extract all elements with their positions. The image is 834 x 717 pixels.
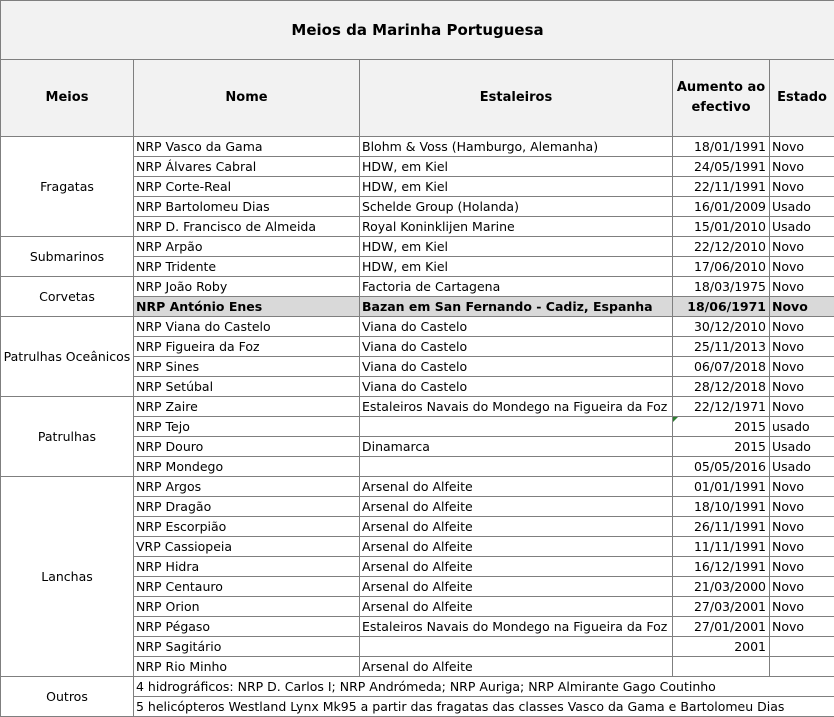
cell-estado[interactable]: Novo (770, 357, 834, 377)
cell-nome[interactable]: NRP Dragão (134, 497, 360, 517)
cell-estado[interactable]: Novo (770, 237, 834, 257)
cell-aumento[interactable]: 30/12/2010 (673, 317, 770, 337)
cell-estado[interactable]: Novo (770, 297, 834, 317)
cell-nome[interactable]: NRP João Roby (134, 277, 360, 297)
cell-aumento[interactable]: 22/12/2010 (673, 237, 770, 257)
cell-estaleiro[interactable]: Viana do Castelo (360, 337, 673, 357)
cell-estaleiro[interactable]: Viana do Castelo (360, 357, 673, 377)
cell-nome[interactable]: NRP Pégaso (134, 617, 360, 637)
cell-estado[interactable]: Usado (770, 457, 834, 477)
cell-estaleiro[interactable]: Dinamarca (360, 437, 673, 457)
cell-estaleiro[interactable]: Viana do Castelo (360, 377, 673, 397)
cell-estaleiro[interactable]: Factoria de Cartagena (360, 277, 673, 297)
cell-estado[interactable]: Novo (770, 517, 834, 537)
cell-aumento[interactable]: 27/01/2001 (673, 617, 770, 637)
cell-estado[interactable]: Novo (770, 277, 834, 297)
cell-estado[interactable]: Novo (770, 477, 834, 497)
table-row (1, 477, 834, 497)
cell-estado[interactable]: usado (770, 417, 834, 437)
cell-aumento[interactable] (673, 657, 770, 677)
cell-estado[interactable]: Usado (770, 217, 834, 237)
cell-nome[interactable]: NRP Orion (134, 597, 360, 617)
header-estado: Estado (770, 60, 834, 137)
cell-estaleiro[interactable]: HDW, em Kiel (360, 157, 673, 177)
cell-estado[interactable]: Novo (770, 537, 834, 557)
table-row (1, 677, 834, 697)
cell-nome[interactable]: NRP Figueira da Foz (134, 337, 360, 357)
cell-aumento[interactable]: 11/11/1991 (673, 537, 770, 557)
cell-nome[interactable]: NRP Setúbal (134, 377, 360, 397)
cell-estado[interactable]: Novo (770, 557, 834, 577)
cell-estado[interactable]: Novo (770, 137, 834, 157)
cell-estado[interactable] (770, 637, 834, 657)
cell-estado[interactable]: Novo (770, 397, 834, 417)
cell-aumento[interactable]: 18/10/1991 (673, 497, 770, 517)
cell-nome[interactable]: NRP Arpão (134, 237, 360, 257)
cell-estaleiro[interactable]: Arsenal do Alfeite (360, 497, 673, 517)
cell-aumento[interactable]: 21/03/2000 (673, 577, 770, 597)
cell-nome[interactable]: NRP Mondego (134, 457, 360, 477)
cell-aumento[interactable]: 25/11/2013 (673, 337, 770, 357)
header-nome: Nome (134, 60, 360, 137)
group-label: Outros (1, 677, 134, 717)
cell-aumento[interactable]: 06/07/2018 (673, 357, 770, 377)
cell-nome[interactable]: NRP D. Francisco de Almeida (134, 217, 360, 237)
cell-nome[interactable]: NRP Corte-Real (134, 177, 360, 197)
cell-aumento[interactable]: 27/03/2001 (673, 597, 770, 617)
cell-estado[interactable]: Novo (770, 317, 834, 337)
cell-aumento[interactable]: 24/05/1991 (673, 157, 770, 177)
table-row (1, 317, 834, 337)
cell-nome[interactable]: NRP Hidra (134, 557, 360, 577)
cell-estaleiro[interactable]: Royal Koninklijen Marine (360, 217, 673, 237)
cell-aumento[interactable]: 16/12/1991 (673, 557, 770, 577)
group-label: Patrulhas Oceânicos (1, 317, 134, 397)
outros-line[interactable]: 5 helicópteros Westland Lynx Mk95 a partir das fragatas das classes Vasco da Gama e Bartolomeu Dias (134, 697, 834, 717)
cell-aumento[interactable]: 16/01/2009 (673, 197, 770, 217)
cell-aumento[interactable]: 22/11/1991 (673, 177, 770, 197)
cell-estado[interactable]: Novo (770, 257, 834, 277)
cell-nome[interactable]: NRP Tejo (134, 417, 360, 437)
cell-aumento[interactable]: 18/03/1975 (673, 277, 770, 297)
cell-estado[interactable]: Novo (770, 157, 834, 177)
outros-line[interactable]: 4 hidrográficos: NRP D. Carlos I; NRP Andrómeda; NRP Auriga; NRP Almirante Gago Coutinho (134, 677, 834, 697)
group-label: Fragatas (1, 137, 134, 237)
cell-aumento[interactable]: 2015 (673, 437, 770, 457)
cell-estaleiro[interactable]: Blohm & Voss (Hamburgo, Alemanha) (360, 137, 673, 157)
header-meios: Meios (1, 60, 134, 137)
cell-aumento[interactable]: 26/11/1991 (673, 517, 770, 537)
cell-estado[interactable] (770, 657, 834, 677)
cell-estado[interactable]: Usado (770, 197, 834, 217)
header-estaleiros: Estaleiros (360, 60, 673, 137)
cell-aumento[interactable]: 2001 (673, 637, 770, 657)
group-label: Patrulhas (1, 397, 134, 477)
cell-estaleiro[interactable]: Bazan em San Fernando - Cadiz, Espanha (360, 297, 673, 317)
cell-nome[interactable]: NRP Douro (134, 437, 360, 457)
cell-nome[interactable]: NRP Bartolomeu Dias (134, 197, 360, 217)
cell-estaleiro[interactable]: Arsenal do Alfeite (360, 537, 673, 557)
cell-nome[interactable]: NRP Álvares Cabral (134, 157, 360, 177)
cell-estado[interactable]: Novo (770, 617, 834, 637)
cell-nome[interactable]: NRP Argos (134, 477, 360, 497)
cell-estaleiro[interactable] (360, 457, 673, 477)
cell-aumento[interactable]: 18/06/1971 (673, 297, 770, 317)
cell-nome[interactable]: NRP Vasco da Gama (134, 137, 360, 157)
cell-estaleiro[interactable]: HDW, em Kiel (360, 257, 673, 277)
cell-nome[interactable]: VRP Cassiopeia (134, 537, 360, 557)
cell-nome[interactable]: NRP António Enes (134, 297, 360, 317)
cell-nome[interactable]: NRP Centauro (134, 577, 360, 597)
cell-aumento[interactable]: 01/01/1991 (673, 477, 770, 497)
group-label: Lanchas (1, 477, 134, 677)
cell-nome[interactable]: NRP Viana do Castelo (134, 317, 360, 337)
cell-aumento[interactable]: 28/12/2018 (673, 377, 770, 397)
cell-estaleiro[interactable]: Arsenal do Alfeite (360, 517, 673, 537)
cell-estado[interactable]: Novo (770, 577, 834, 597)
cell-estaleiro[interactable]: Estaleiros Navais do Mondego na Figueira da Foz (360, 617, 673, 637)
cell-estaleiro[interactable]: HDW, em Kiel (360, 177, 673, 197)
cell-estaleiro[interactable]: Arsenal do Alfeite (360, 597, 673, 617)
group-label: Submarinos (1, 237, 134, 277)
cell-estado[interactable]: Novo (770, 497, 834, 517)
cell-aumento[interactable]: 05/05/2016 (673, 457, 770, 477)
cell-aumento[interactable]: 17/06/2010 (673, 257, 770, 277)
cell-estaleiro[interactable] (360, 417, 673, 437)
cell-estado[interactable]: Usado (770, 437, 834, 457)
cell-estado[interactable]: Novo (770, 337, 834, 357)
cell-estado[interactable]: Novo (770, 177, 834, 197)
cell-estaleiro[interactable]: HDW, em Kiel (360, 237, 673, 257)
cell-nome[interactable]: NRP Tridente (134, 257, 360, 277)
table-row (1, 277, 834, 297)
cell-estaleiro[interactable]: Arsenal do Alfeite (360, 657, 673, 677)
cell-estaleiro[interactable]: Schelde Group (Holanda) (360, 197, 673, 217)
cell-estaleiro[interactable]: Arsenal do Alfeite (360, 577, 673, 597)
cell-estaleiro[interactable]: Arsenal do Alfeite (360, 557, 673, 577)
cell-aumento[interactable]: 15/01/2010 (673, 217, 770, 237)
cell-nome[interactable]: NRP Zaire (134, 397, 360, 417)
cell-nome[interactable]: NRP Sagitário (134, 637, 360, 657)
cell-nome[interactable]: NRP Rio Minho (134, 657, 360, 677)
table-title: Meios da Marinha Portuguesa (1, 1, 834, 60)
group-label: Corvetas (1, 277, 134, 317)
cell-aumento[interactable]: 18/01/1991 (673, 137, 770, 157)
cell-estaleiro[interactable]: Viana do Castelo (360, 317, 673, 337)
table-row (1, 237, 834, 257)
header-aumento: Aumento ao efectivo (673, 60, 770, 137)
cell-aumento[interactable]: 2015 (673, 417, 770, 437)
cell-aumento[interactable]: 22/12/1971 (673, 397, 770, 417)
cell-estaleiro[interactable]: Estaleiros Navais do Mondego na Figueira da Foz (360, 397, 673, 417)
cell-estado[interactable]: Novo (770, 377, 834, 397)
table-row (1, 137, 834, 157)
table-row (1, 397, 834, 417)
cell-estaleiro[interactable]: Arsenal do Alfeite (360, 477, 673, 497)
cell-nome[interactable]: NRP Sines (134, 357, 360, 377)
cell-nome[interactable]: NRP Escorpião (134, 517, 360, 537)
cell-estaleiro[interactable] (360, 637, 673, 657)
cell-estado[interactable]: Novo (770, 597, 834, 617)
